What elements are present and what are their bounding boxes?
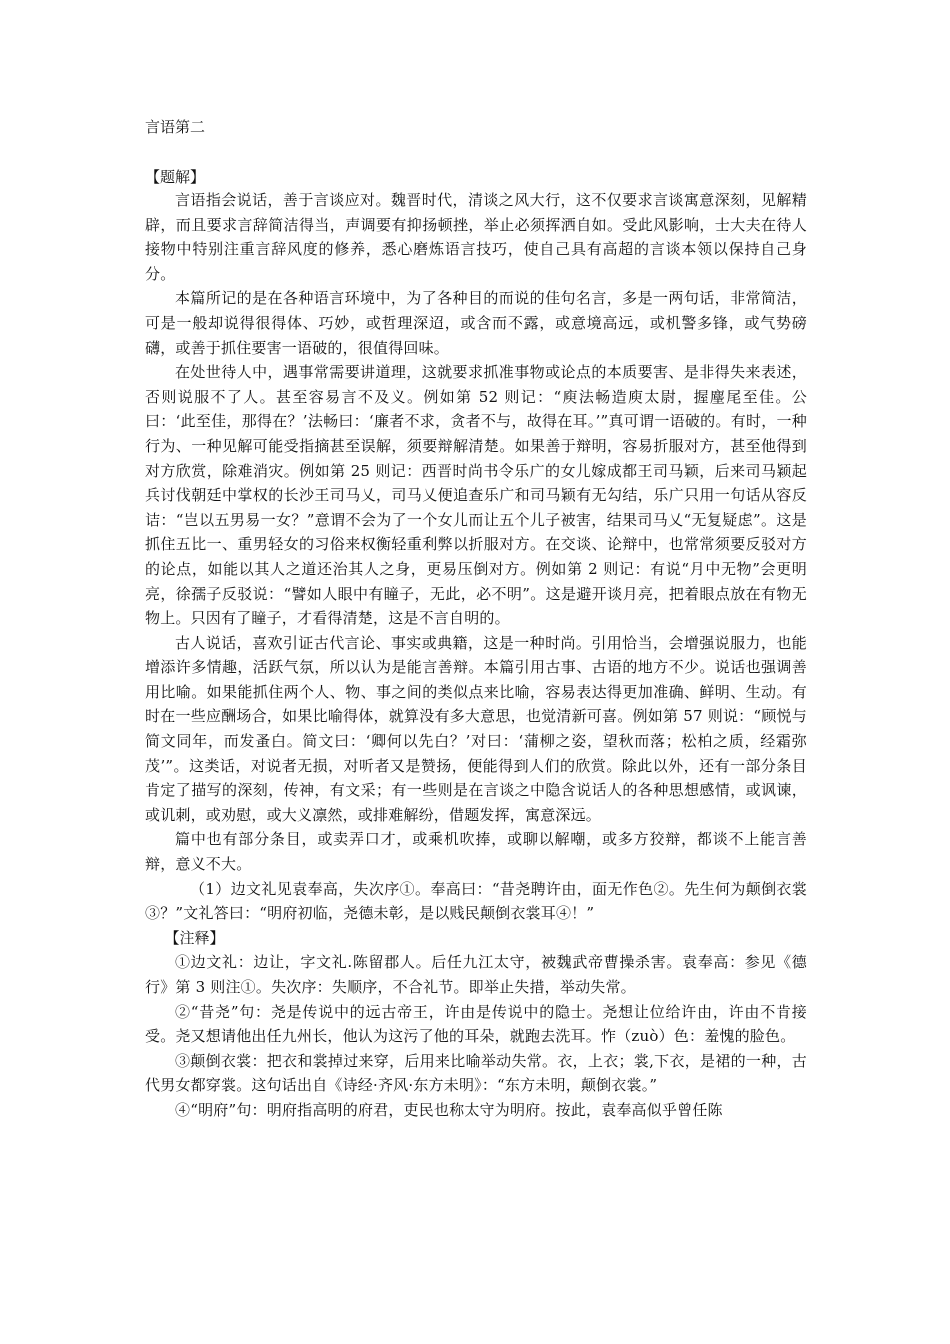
intro-paragraph: 篇中也有部分条目，或卖弄口才，或乘机吹捧，或聊以解嘲，或多方狡辩，都谈不上能言善辩，意义不大。	[145, 830, 807, 874]
intro-paragraph: 古人说话，喜欢引证古代言论、事实或典籍，这是一种时尚。引用恰当，会增强说服力，也能增添许多情趣，活跃气氛，所以认为是能言善辩。本篇引用古事、古语的地方不少。说话也强调善用比喻。如果能抓住两个人、物、事之间的类似点来比喻，容易表达得更加准确、鲜明、生动。有时在一些应酬场合，如果比喻得体，就算没有多大意思，也觉清新可喜。例如第 57 则说：“顾悦与简文同年，而发蚤白。简文曰：‘卿何以先白？’对曰：‘蒲柳之姿，望秋而落；松柏之质，经霜弥茂’”。这类话，对说者无损，对听者又是赞扬，便能得到人们的欣赏。除此以外，还有一部分条目肯定了描写的深刻，传神，有文采；有一些则是在言谈之中隐含说话人的各种思想感情，或讽谏，或讥刺，或劝慰，或大义凛然，或排难解纷，借题发挥，寓意深远。	[145, 633, 807, 824]
intro-paragraph: 在处世待人中，遇事常需要讲道理，这就要求抓准事物或论点的本质要害、是非得失来表述，否则说服不了人。甚至容易言不及义。例如第 52 则记：“庾法畅造庾太尉，握麈尾至佳。公曰：‘此至佳，那得在？’法畅曰：‘廉者不求，贪者不与，故得在耳。’”真可谓一语破的。有时，一种行为、一种见解可能受指摘甚至误解，须要辩解清楚。如果善于辩明，容易折服对方，甚至他得到对方欣赏，除难消灾。例如第 25 则记：西晋时尚书令乐广的女儿嫁成都王司马颖，后来司马颖起兵讨伐朝廷中掌权的长沙王司马乂，司马乂便追查乐广和司马颖有无勾结，乐广只用一句话从容反诘：“岂以五男易一女？”意谓不会为了一个女儿而让五个儿子被害，结果司马乂“无复疑虑”。这是抓住五比一、重男轻女的习俗来权衡轻重利弊以折服对方。在交谈、论辩中，也常常须要反驳对方的论点，如能以其人之道还治其人之身，更易压倒对方。例如第 2 则记：有说“月中无物”会更明亮，徐孺子反驳说：“譬如人眼中有瞳子，无此，必不明”。这是避开谈月亮，把着眼点放在有物无物上。只因有了瞳子，才看得清楚，这是不言自明的。	[145, 363, 807, 628]
intro-heading: 【题解】	[145, 168, 206, 186]
note-item: ③颠倒衣裳：把衣和裳掉过来穿，后用来比喻举动失常。衣，上衣；裳,下衣，是裙的一种，古代男女都穿裳。这句话出自《诗经·齐风·东方未明》：“东方未明，颠倒衣裳。”	[145, 1051, 807, 1095]
note-item: ②“昔尧”句：尧是传说中的远古帝王，许由是传说中的隐士。尧想让位给许由，许由不肯接受。尧又想请他出任九州长，他认为这污了他的耳朵，就跑去洗耳。怍（zuò）色：羞愧的脸色。	[145, 1002, 807, 1046]
notes-heading: 【注释】	[164, 928, 225, 947]
intro-paragraph: 言语指会说话，善于言谈应对。魏晋时代，清谈之风大行，这不仅要求言谈寓意深刻，见解精辟，而且要求言辞简洁得当，声调要有抑扬顿挫，举止必须挥洒自如。受此风影响，士大夫在待人接物中特别注重言辞风度的修养，悉心磨炼语言技巧，使自己具有高超的言谈本领以保持自己身分。	[145, 191, 807, 283]
note-item: ①边文礼：边让，字文礼.陈留郡人。后任九江太守，被魏武帝曹操杀害。袁奉高：参见《德行》第 3 则注①。失次序：失顺序，不合礼节。即举止失措，举动失常。	[145, 953, 807, 996]
entry-text: （1）边文礼见袁奉高，失次序①。奉高曰：“昔尧聘许由，面无作色②。先生何为颠倒衣裳③？”文礼答曰：“明府初临，尧德未彰，是以贱民颠倒衣裳耳④！”	[145, 879, 807, 923]
document-page	[145, 116, 807, 1123]
note-item: ④“明府”句：明府指高明的府君，吏民也称太守为明府。按此，袁奉高似乎曾任陈	[175, 1100, 723, 1119]
chapter-title: 言语第二	[145, 118, 206, 136]
intro-paragraph: 本篇所记的是在各种语言环境中，为了各种目的而说的佳句名言，多是一两句话，非常简洁，可是一般却说得很得体、巧妙，或哲理深迢，或含而不露，或意境高远，或机警多锋，或气势磅礴，或善于抓住要害一语破的，很值得回味。	[145, 289, 807, 357]
